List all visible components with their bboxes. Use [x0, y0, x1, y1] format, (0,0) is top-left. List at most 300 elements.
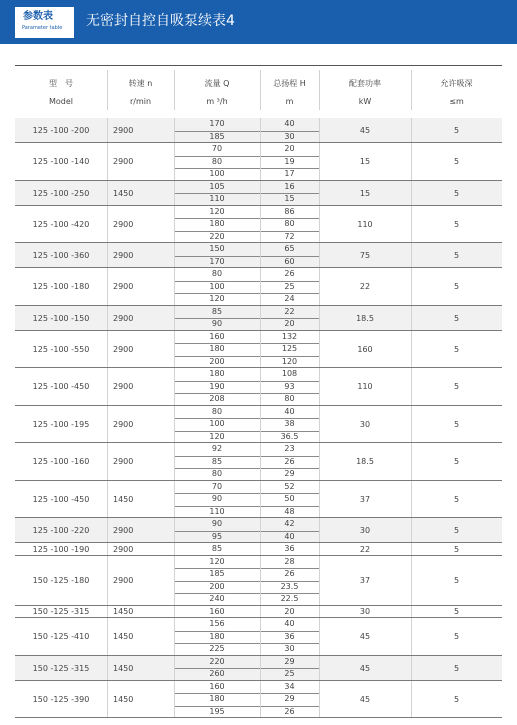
head-cell: 50 [284, 494, 295, 503]
flow-cell: 180 [209, 631, 225, 641]
column-divider [107, 118, 108, 142]
flow-cell: 225 [209, 644, 225, 653]
model-cell: 125 -100 -140 [32, 157, 90, 167]
head-cell: 42 [284, 519, 295, 528]
header-divider [319, 70, 320, 110]
column-divider [260, 331, 261, 368]
power-cell: 30 [359, 607, 371, 617]
flow-cell: 185 [209, 131, 225, 141]
flow-cell: 156 [209, 619, 225, 628]
head-cell: 60 [284, 256, 295, 266]
column-divider [319, 268, 320, 305]
table-row [15, 368, 502, 406]
column-divider [260, 543, 261, 555]
flow-cell: 120 [209, 294, 225, 303]
column-divider [174, 143, 175, 180]
column-divider [411, 243, 412, 267]
power-cell: 18.5 [356, 457, 374, 467]
column-divider [260, 481, 261, 518]
column-divider [411, 306, 412, 330]
table-row [15, 331, 502, 369]
header-divider [107, 70, 108, 110]
table-row [15, 181, 502, 206]
flow-cell: 160 [209, 331, 225, 341]
column-divider [411, 656, 412, 680]
column-divider [107, 243, 108, 267]
flow-cell: 80 [211, 269, 223, 278]
page-title: 无密封自控自吸泵续表4 [86, 13, 235, 29]
model-cell: 150 -125 -180 [32, 576, 90, 585]
model-cell: 125 -100 -150 [32, 313, 90, 323]
flow-cell: 110 [209, 194, 225, 203]
flow-cell: 260 [209, 669, 225, 678]
npsh-cell: 5 [453, 344, 460, 354]
column-divider [319, 543, 320, 555]
head-cell: 28 [284, 556, 295, 566]
column-divider [260, 243, 261, 267]
row-divider [15, 717, 502, 718]
column-divider [411, 443, 412, 480]
head-cell: 40 [284, 406, 295, 416]
column-divider [107, 543, 108, 555]
speed-cell: 1450 [113, 188, 134, 198]
column-divider [174, 243, 175, 267]
flow-cell: 170 [209, 256, 225, 266]
head-cell: 125 [281, 344, 298, 353]
head-cell: 29 [284, 656, 295, 666]
head-cell: 120 [281, 356, 298, 366]
head-cell: 80 [284, 394, 295, 403]
power-cell: 45 [359, 126, 371, 135]
flow-cell: 105 [209, 181, 225, 191]
flow-cell: 120 [209, 206, 225, 216]
npsh-cell: 5 [453, 576, 460, 585]
head-cell: 26 [284, 269, 295, 278]
column-divider [174, 306, 175, 330]
npsh-cell: 5 [453, 157, 460, 167]
head-cell: 86 [284, 206, 295, 216]
column-divider [319, 556, 320, 605]
model-cell: 150 -125 -410 [32, 632, 90, 642]
flow-cell: 220 [209, 656, 225, 666]
column-divider [174, 543, 175, 555]
power-cell: 15 [359, 188, 371, 198]
tag-label-zh: 参数表 [23, 11, 53, 22]
column-divider [411, 518, 412, 542]
column-divider [107, 618, 108, 655]
power-cell: 160 [357, 344, 373, 354]
head-cell: 108 [281, 369, 298, 378]
flow-cell: 170 [209, 119, 225, 128]
column-divider [319, 306, 320, 330]
column-divider [411, 181, 412, 205]
speed-cell: 1450 [113, 694, 134, 704]
head-cell: 19 [284, 156, 295, 166]
model-cell: 150 -125 -315 [32, 663, 90, 673]
column-divider [260, 268, 261, 305]
speed-cell: 2900 [113, 282, 134, 292]
speed-cell: 2900 [113, 344, 134, 354]
model-cell: 125 -100 -220 [32, 526, 90, 535]
speed-cell: 2900 [113, 576, 134, 585]
table-header [0, 66, 517, 116]
table-row [15, 606, 502, 619]
header-speed: 转速 n r/min [128, 79, 153, 106]
flow-cell: 190 [209, 381, 225, 391]
header-divider [260, 70, 261, 110]
column-divider [260, 306, 261, 330]
column-divider [319, 206, 320, 243]
table-row [15, 268, 502, 306]
head-cell: 23.5 [280, 581, 299, 591]
power-cell: 22 [359, 282, 371, 292]
power-cell: 45 [359, 663, 371, 673]
column-divider [319, 181, 320, 205]
npsh-cell: 5 [453, 282, 460, 292]
column-divider [260, 656, 261, 680]
flow-cell: 110 [209, 506, 225, 516]
head-cell: 30 [284, 131, 295, 141]
head-cell: 36.5 [280, 431, 299, 441]
npsh-cell: 5 [453, 694, 460, 704]
column-divider [319, 481, 320, 518]
npsh-cell: 5 [453, 313, 460, 323]
column-divider [107, 206, 108, 243]
head-cell: 20 [284, 606, 295, 616]
speed-cell: 2900 [113, 251, 134, 260]
header-head: 总扬程 H m [273, 79, 306, 106]
flow-cell: 120 [209, 431, 225, 441]
flow-cell: 150 [209, 244, 225, 253]
npsh-cell: 5 [453, 126, 460, 135]
npsh-cell: 5 [453, 219, 460, 229]
head-cell: 24 [284, 294, 295, 303]
npsh-cell: 5 [453, 544, 460, 554]
column-divider [411, 406, 412, 443]
flow-cell: 100 [209, 419, 225, 428]
speed-cell: 2900 [113, 157, 134, 167]
model-cell: 150 -125 -315 [32, 607, 90, 617]
column-divider [260, 181, 261, 205]
column-divider [174, 181, 175, 205]
column-divider [260, 606, 261, 618]
column-divider [174, 206, 175, 243]
power-cell: 75 [359, 251, 371, 260]
head-cell: 26 [284, 456, 295, 466]
column-divider [107, 681, 108, 718]
model-cell: 125 -100 -450 [32, 382, 90, 392]
column-divider [174, 118, 175, 142]
flow-cell: 180 [209, 344, 225, 353]
npsh-cell: 5 [453, 419, 460, 429]
head-cell: 40 [284, 619, 295, 628]
flow-cell: 80 [211, 406, 223, 416]
head-cell: 36 [284, 544, 295, 553]
header-divider [411, 70, 412, 110]
column-divider [174, 481, 175, 518]
flow-cell: 85 [211, 456, 223, 466]
speed-cell: 2900 [113, 219, 134, 229]
power-cell: 37 [359, 494, 371, 504]
npsh-cell: 5 [453, 663, 460, 673]
model-cell: 125 -100 -180 [32, 282, 90, 292]
flow-cell: 180 [209, 369, 225, 378]
column-divider [319, 656, 320, 680]
column-divider [260, 206, 261, 243]
column-divider [260, 406, 261, 443]
column-divider [260, 143, 261, 180]
column-divider [411, 556, 412, 605]
head-cell: 20 [284, 319, 295, 328]
head-cell: 29 [284, 469, 295, 478]
column-divider [411, 543, 412, 555]
head-cell: 36 [284, 631, 295, 641]
model-cell: 125 -100 -550 [32, 344, 90, 354]
column-divider [260, 618, 261, 655]
npsh-cell: 5 [453, 632, 460, 642]
column-divider [107, 443, 108, 480]
head-cell: 40 [284, 531, 295, 541]
header-npsh: 允许吸深 ≤m [440, 79, 473, 106]
column-divider [319, 243, 320, 267]
header-model: 型 号 Model [48, 79, 74, 106]
flow-cell: 90 [211, 494, 223, 503]
npsh-cell: 5 [453, 382, 460, 392]
column-divider [319, 618, 320, 655]
head-cell: 72 [284, 231, 295, 241]
model-cell: 125 -100 -190 [32, 544, 90, 554]
model-cell: 125 -100 -195 [32, 419, 90, 429]
table-row [15, 518, 502, 543]
model-cell: 125 -100 -250 [32, 188, 90, 198]
table-row [15, 618, 502, 656]
head-cell: 15 [284, 194, 295, 203]
table-row [15, 543, 502, 556]
column-divider [411, 606, 412, 618]
power-cell: 30 [359, 419, 371, 429]
speed-cell: 1450 [113, 632, 134, 642]
flow-cell: 160 [209, 606, 225, 616]
table-row [15, 481, 502, 519]
column-divider [411, 331, 412, 368]
flow-cell: 70 [211, 481, 223, 491]
column-divider [107, 368, 108, 405]
model-cell: 125 -100 -360 [32, 251, 90, 260]
column-divider [174, 406, 175, 443]
head-cell: 52 [284, 481, 295, 491]
power-cell: 37 [359, 576, 371, 585]
table-row [15, 681, 502, 719]
column-divider [319, 681, 320, 718]
column-divider [319, 118, 320, 142]
header-power: 配套功率 kW [349, 79, 381, 106]
power-cell: 45 [359, 632, 371, 642]
column-divider [260, 368, 261, 405]
power-cell: 22 [359, 544, 371, 554]
power-cell: 110 [357, 382, 373, 392]
flow-cell: 208 [209, 394, 225, 403]
column-divider [411, 368, 412, 405]
column-divider [107, 518, 108, 542]
npsh-cell: 5 [453, 457, 460, 467]
column-divider [411, 143, 412, 180]
table-row [15, 406, 502, 444]
column-divider [319, 331, 320, 368]
head-cell: 38 [284, 419, 295, 428]
column-divider [107, 481, 108, 518]
head-cell: 65 [284, 244, 295, 253]
column-divider [107, 406, 108, 443]
speed-cell: 2900 [113, 457, 134, 467]
column-divider [107, 656, 108, 680]
column-divider [174, 606, 175, 618]
head-cell: 22.5 [280, 594, 299, 603]
speed-cell: 2900 [113, 419, 134, 429]
head-cell: 29 [284, 694, 295, 703]
table-row [15, 143, 502, 181]
flow-cell: 180 [209, 219, 225, 228]
column-divider [260, 443, 261, 480]
table-row [15, 306, 502, 331]
column-divider [174, 331, 175, 368]
head-cell: 26 [284, 569, 295, 578]
table-row [15, 206, 502, 244]
column-divider [319, 606, 320, 618]
header-flow: 流量 Q m ³/h [204, 79, 230, 106]
speed-cell: 2900 [113, 313, 134, 323]
column-divider [107, 143, 108, 180]
flow-cell: 220 [209, 231, 225, 241]
flow-cell: 185 [209, 569, 225, 578]
head-cell: 80 [284, 219, 295, 228]
model-cell: 125 -100 -200 [32, 126, 90, 135]
column-divider [319, 518, 320, 542]
flow-cell: 160 [209, 681, 225, 691]
head-cell: 25 [284, 669, 295, 678]
header-divider [174, 70, 175, 110]
head-cell: 26 [284, 706, 295, 716]
column-divider [319, 143, 320, 180]
flow-cell: 90 [211, 519, 223, 528]
head-cell: 132 [281, 331, 298, 341]
speed-cell: 2900 [113, 382, 134, 392]
column-divider [411, 118, 412, 142]
column-divider [107, 331, 108, 368]
head-cell: 17 [284, 169, 295, 178]
column-divider [174, 368, 175, 405]
head-cell: 16 [284, 181, 295, 191]
column-divider [174, 618, 175, 655]
power-cell: 15 [359, 157, 371, 167]
table-row [15, 556, 502, 606]
column-divider [260, 556, 261, 605]
column-divider [411, 268, 412, 305]
speed-cell: 1450 [113, 607, 134, 617]
table-row [15, 118, 502, 143]
flow-cell: 200 [209, 581, 225, 591]
head-cell: 30 [284, 644, 295, 653]
flow-cell: 70 [211, 144, 223, 153]
flow-cell: 100 [209, 281, 225, 291]
head-cell: 25 [284, 281, 295, 291]
column-divider [260, 518, 261, 542]
column-divider [174, 681, 175, 718]
head-cell: 93 [284, 381, 295, 391]
flow-cell: 95 [211, 531, 223, 541]
parameter-table-tag [15, 7, 74, 38]
flow-cell: 80 [211, 156, 223, 166]
flow-cell: 100 [209, 169, 225, 178]
model-cell: 150 -125 -390 [32, 694, 90, 704]
column-divider [260, 118, 261, 142]
column-divider [319, 443, 320, 480]
flow-cell: 92 [211, 444, 223, 453]
head-cell: 40 [284, 119, 295, 128]
head-cell: 22 [284, 306, 295, 316]
model-cell: 125 -100 -450 [32, 494, 90, 504]
column-divider [260, 681, 261, 718]
npsh-cell: 5 [453, 188, 460, 198]
speed-cell: 1450 [113, 494, 134, 504]
column-divider [411, 206, 412, 243]
column-divider [174, 268, 175, 305]
flow-cell: 180 [209, 694, 225, 703]
flow-cell: 240 [209, 594, 225, 603]
power-cell: 45 [359, 694, 371, 704]
speed-cell: 2900 [113, 126, 134, 135]
npsh-cell: 5 [453, 251, 460, 260]
flow-cell: 90 [211, 319, 223, 328]
power-cell: 110 [357, 219, 373, 229]
column-divider [411, 681, 412, 718]
flow-cell: 80 [211, 469, 223, 478]
column-divider [107, 606, 108, 618]
column-divider [411, 618, 412, 655]
table-row [15, 656, 502, 681]
model-cell: 125 -100 -420 [32, 219, 90, 229]
page-header [0, 0, 517, 44]
speed-cell: 1450 [113, 663, 134, 673]
flow-cell: 120 [209, 556, 225, 566]
flow-cell: 195 [209, 706, 225, 716]
column-divider [174, 518, 175, 542]
head-cell: 48 [284, 506, 295, 516]
npsh-cell: 5 [453, 526, 460, 535]
tag-label-en: Parameter table [22, 25, 63, 31]
column-divider [107, 556, 108, 605]
table-row [15, 443, 502, 481]
head-cell: 20 [284, 144, 295, 153]
flow-cell: 85 [211, 544, 223, 553]
npsh-cell: 5 [453, 494, 460, 504]
npsh-cell: 5 [453, 607, 460, 617]
column-divider [319, 406, 320, 443]
column-divider [174, 556, 175, 605]
head-cell: 23 [284, 444, 295, 453]
power-cell: 18.5 [356, 313, 374, 323]
flow-cell: 85 [211, 306, 223, 316]
head-cell: 34 [284, 681, 295, 691]
column-divider [107, 268, 108, 305]
power-cell: 30 [359, 526, 371, 535]
column-divider [411, 481, 412, 518]
flow-cell: 200 [209, 356, 225, 366]
table-row [15, 243, 502, 268]
column-divider [107, 181, 108, 205]
column-divider [174, 656, 175, 680]
column-divider [107, 306, 108, 330]
speed-cell: 2900 [113, 526, 134, 535]
